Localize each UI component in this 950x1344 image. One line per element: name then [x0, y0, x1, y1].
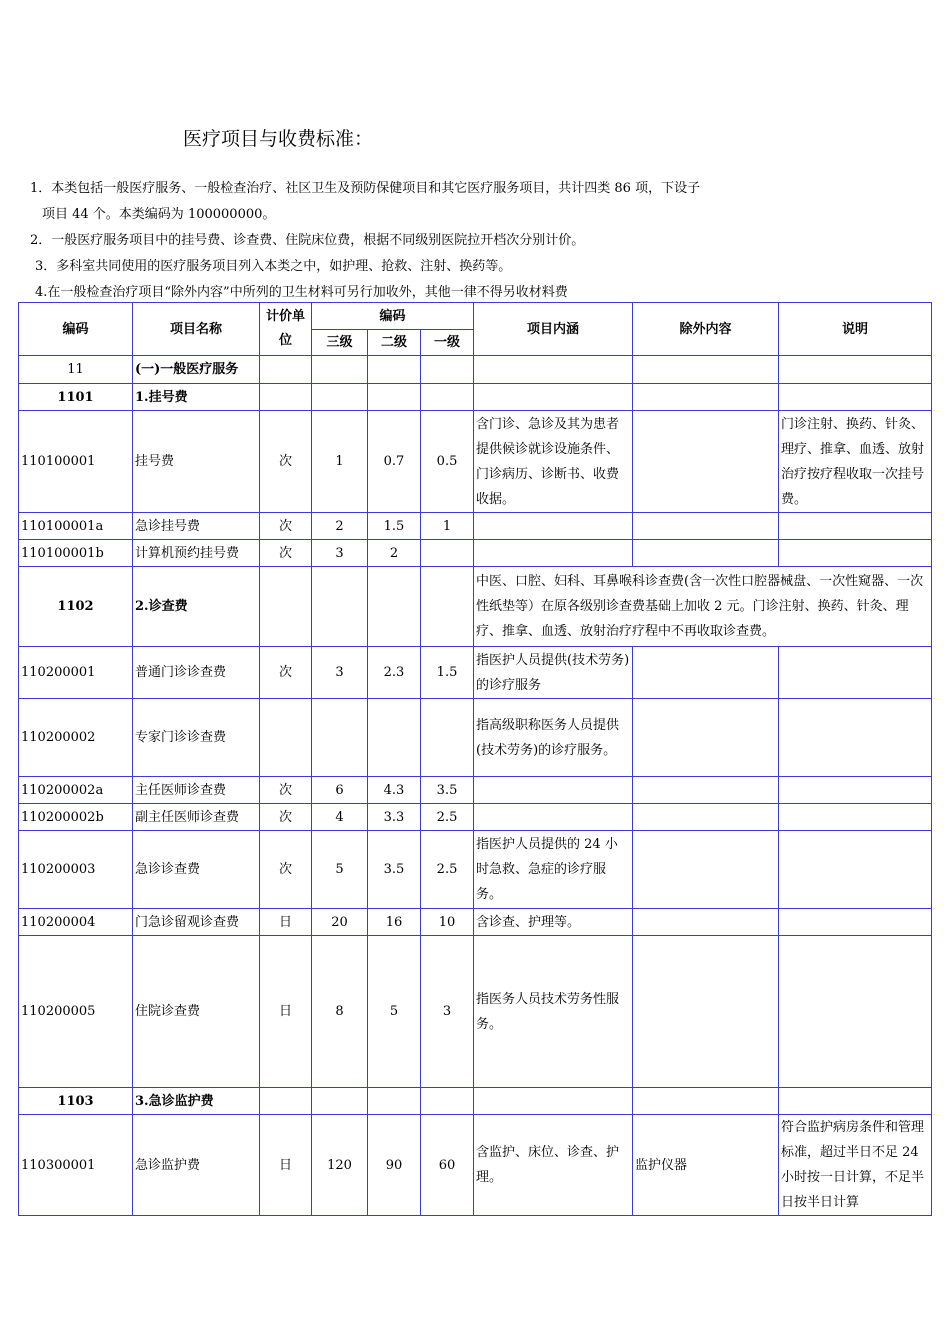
cell-excluded — [633, 513, 779, 540]
cell-code: 110200002b — [19, 804, 133, 831]
cell-grade-1: 0.5 — [421, 411, 474, 513]
cell-remark — [779, 384, 932, 411]
cell-remark — [779, 804, 932, 831]
cell-grade-1: 1.5 — [421, 647, 474, 699]
cell-grade-3 — [312, 384, 368, 411]
cell-grade-2: 4.3 — [368, 777, 421, 804]
table-row — [19, 540, 932, 567]
cell-grade-3: 3 — [312, 647, 368, 699]
cell-excluded — [633, 647, 779, 699]
cell-content: 含门诊、急诊及其为患者提供候诊就诊设施条件、门诊病历、诊断书、收费收据。 — [474, 411, 633, 513]
cell-code: 11 — [19, 356, 133, 384]
cell-grade-2: 3.5 — [368, 831, 421, 909]
cell-remark — [779, 356, 932, 384]
table-row — [19, 356, 932, 384]
cell-name: 门急诊留观诊查费 — [133, 909, 260, 936]
cell-remark — [779, 699, 932, 777]
cell-code: 110100001a — [19, 513, 133, 540]
cell-grade-2: 3.3 — [368, 804, 421, 831]
cell-grade-3: 5 — [312, 831, 368, 909]
cell-content: 含诊查、护理等。 — [474, 909, 633, 936]
cell-grade-2 — [368, 1088, 421, 1115]
cell-grade-3 — [312, 1088, 368, 1115]
cell-grade-1 — [421, 567, 474, 647]
cell-code: 110200001 — [19, 647, 133, 699]
cell-name: 专家门诊诊查费 — [133, 699, 260, 777]
cell-code: 110100001b — [19, 540, 133, 567]
cell-grade-1 — [421, 1088, 474, 1115]
cell-grade-3: 120 — [312, 1115, 368, 1216]
header-code: 编码 — [19, 303, 133, 356]
cell-grade-2: 16 — [368, 909, 421, 936]
table-row — [19, 1115, 932, 1216]
cell-content: 指医护人员提供的 24 小时急救、急症的诊疗服务。 — [474, 831, 633, 909]
cell-remark — [779, 777, 932, 804]
cell-unit: 次 — [260, 647, 312, 699]
cell-remark — [779, 513, 932, 540]
cell-excluded — [633, 1088, 779, 1115]
cell-grade-2 — [368, 356, 421, 384]
cell-grade-3: 8 — [312, 936, 368, 1088]
cell-unit: 日 — [260, 909, 312, 936]
cell-name: 急诊监护费 — [133, 1115, 260, 1216]
cell-name: 3.急诊监护费 — [133, 1088, 260, 1115]
cell-name: 2.诊查费 — [133, 567, 260, 647]
cell-excluded — [633, 777, 779, 804]
table-row — [19, 909, 932, 936]
cell-grade-2 — [368, 567, 421, 647]
cell-excluded — [633, 804, 779, 831]
cell-unit: 次 — [260, 411, 312, 513]
cell-remark — [779, 647, 932, 699]
cell-content: 指医护人员提供(技术劳务)的诊疗服务 — [474, 647, 633, 699]
table-row — [19, 513, 932, 540]
cell-grade-1: 2.5 — [421, 831, 474, 909]
cell-name: 主任医师诊查费 — [133, 777, 260, 804]
cell-grade-3 — [312, 567, 368, 647]
cell-grade-2: 2 — [368, 540, 421, 567]
cell-grade-3 — [312, 356, 368, 384]
cell-grade-3 — [312, 699, 368, 777]
cell-unit: 次 — [260, 513, 312, 540]
cell-name: 1.挂号费 — [133, 384, 260, 411]
cell-grade-2 — [368, 384, 421, 411]
table-row — [19, 699, 932, 777]
cell-excluded — [633, 909, 779, 936]
cell-remark — [779, 831, 932, 909]
table-row — [19, 831, 932, 909]
cell-unit: 日 — [260, 936, 312, 1088]
cell-name: 挂号费 — [133, 411, 260, 513]
cell-code: 1102 — [19, 567, 133, 647]
cell-code: 110200004 — [19, 909, 133, 936]
cell-grade-3: 4 — [312, 804, 368, 831]
cell-code: 110300001 — [19, 1115, 133, 1216]
cell-grade-1: 1 — [421, 513, 474, 540]
note-line: 3．多科室共同使用的医疗服务项目列入本类之中，如护理、抢救、注射、换药等。 — [35, 259, 512, 274]
cell-name: (一)一般医疗服务 — [133, 356, 260, 384]
cell-code: 110200005 — [19, 936, 133, 1088]
cell-grade-1: 2.5 — [421, 804, 474, 831]
cell-grade-3: 6 — [312, 777, 368, 804]
cell-grade-2: 0.7 — [368, 411, 421, 513]
cell-name: 计算机预约挂号费 — [133, 540, 260, 567]
table-row — [19, 1088, 932, 1115]
cell-excluded — [633, 411, 779, 513]
cell-content — [474, 384, 633, 411]
table-row — [19, 384, 932, 411]
table-row — [19, 936, 932, 1088]
cell-excluded — [633, 936, 779, 1088]
cell-remark: 符合监护病房条件和管理标准，超过半日不足 24 小时按一日计算，不足半日按半日计算 — [779, 1115, 932, 1216]
cell-excluded — [633, 699, 779, 777]
cell-name: 副主任医师诊查费 — [133, 804, 260, 831]
cell-content — [474, 777, 633, 804]
cell-content — [474, 356, 633, 384]
header-remark: 说明 — [779, 303, 932, 356]
cell-remark: 门诊注射、换药、针灸、理疗、推拿、血透、放射治疗按疗程收取一次挂号费。 — [779, 411, 932, 513]
table-row — [19, 567, 932, 647]
cell-unit — [260, 384, 312, 411]
cell-content — [474, 513, 633, 540]
table-row — [19, 777, 932, 804]
cell-content: 含监护、床位、诊查、护理。 — [474, 1115, 633, 1216]
fee-table — [18, 302, 932, 1216]
cell-grade-3: 2 — [312, 513, 368, 540]
note-line: 项目 44 个。本类编码为 100000000。 — [42, 207, 276, 222]
cell-code: 110200002 — [19, 699, 133, 777]
cell-grade-1: 3.5 — [421, 777, 474, 804]
cell-unit — [260, 1088, 312, 1115]
cell-grade-3: 1 — [312, 411, 368, 513]
cell-unit — [260, 699, 312, 777]
cell-grade-1: 3 — [421, 936, 474, 1088]
header-unit: 计价单位 — [260, 303, 312, 356]
cell-grade-1 — [421, 384, 474, 411]
cell-code: 110200002a — [19, 777, 133, 804]
cell-remark — [779, 1088, 932, 1115]
note-line: 1．本类包括一般医疗服务、一般检查治疗、社区卫生及预防保健项目和其它医疗服务项目，共计四类 86 项，下设子 — [30, 181, 701, 196]
cell-remark — [779, 936, 932, 1088]
cell-content — [474, 804, 633, 831]
cell-unit — [260, 567, 312, 647]
cell-grade-3: 3 — [312, 540, 368, 567]
table-row — [19, 804, 932, 831]
fee-table-body — [19, 356, 932, 1216]
cell-unit: 次 — [260, 804, 312, 831]
cell-grade-1 — [421, 540, 474, 567]
cell-content — [474, 540, 633, 567]
cell-content: 指高级职称医务人员提供(技术劳务)的诊疗服务。 — [474, 699, 633, 777]
cell-excluded: 监护仪器 — [633, 1115, 779, 1216]
cell-excluded — [633, 540, 779, 567]
cell-grade-3: 20 — [312, 909, 368, 936]
table-row — [19, 647, 932, 699]
cell-grade-1 — [421, 356, 474, 384]
cell-code: 1103 — [19, 1088, 133, 1115]
header-grade-3: 三级 — [312, 330, 368, 356]
cell-unit: 日 — [260, 1115, 312, 1216]
cell-unit: 次 — [260, 777, 312, 804]
cell-grade-2: 90 — [368, 1115, 421, 1216]
cell-name: 普通门诊诊查费 — [133, 647, 260, 699]
cell-grade-2 — [368, 699, 421, 777]
header-grade-2: 二级 — [368, 330, 421, 356]
cell-name: 急诊诊查费 — [133, 831, 260, 909]
cell-unit: 次 — [260, 540, 312, 567]
cell-code: 110100001 — [19, 411, 133, 513]
cell-name: 住院诊查费 — [133, 936, 260, 1088]
cell-grade-2: 5 — [368, 936, 421, 1088]
cell-content: 指医务人员技术劳务性服务。 — [474, 936, 633, 1088]
cell-remark — [779, 909, 932, 936]
note-line: 2．一般医疗服务项目中的挂号费、诊查费、住院床位费，根据不同级别医院拉开档次分别计价。 — [30, 233, 585, 248]
cell-content — [474, 1088, 633, 1115]
header-grade-group: 编码 — [312, 303, 474, 330]
cell-grade-1: 10 — [421, 909, 474, 936]
cell-grade-1: 60 — [421, 1115, 474, 1216]
cell-code: 110200003 — [19, 831, 133, 909]
header-excluded: 除外内容 — [633, 303, 779, 356]
cell-grade-2: 1.5 — [368, 513, 421, 540]
cell-remark — [779, 540, 932, 567]
cell-grade-1 — [421, 699, 474, 777]
header-name: 项目名称 — [133, 303, 260, 356]
cell-excluded — [633, 831, 779, 909]
header-grade-1: 一级 — [421, 330, 474, 356]
cell-code: 1101 — [19, 384, 133, 411]
cell-unit — [260, 356, 312, 384]
note-line: 4.在一般检查治疗项目“除外内容”中所列的卫生材料可另行加收外，其他一律不得另收材料费 — [35, 285, 568, 300]
cell-name: 急诊挂号费 — [133, 513, 260, 540]
cell-grade-2: 2.3 — [368, 647, 421, 699]
page-title: 医疗项目与收费标准： — [183, 128, 374, 150]
cell-unit: 次 — [260, 831, 312, 909]
cell-excluded — [633, 384, 779, 411]
table-row — [19, 411, 932, 513]
cell-content: 中医、口腔、妇科、耳鼻喉科诊查费(含一次性口腔器械盘、一次性窥器、一次性纸垫等）在原各级别诊查费基础上加收 2 元。门诊注射、换药、针灸、理疗、推拿、血透、放射治疗疗程中不再收取诊查费。 — [474, 567, 932, 647]
header-content: 项目内涵 — [474, 303, 633, 356]
cell-excluded — [633, 356, 779, 384]
